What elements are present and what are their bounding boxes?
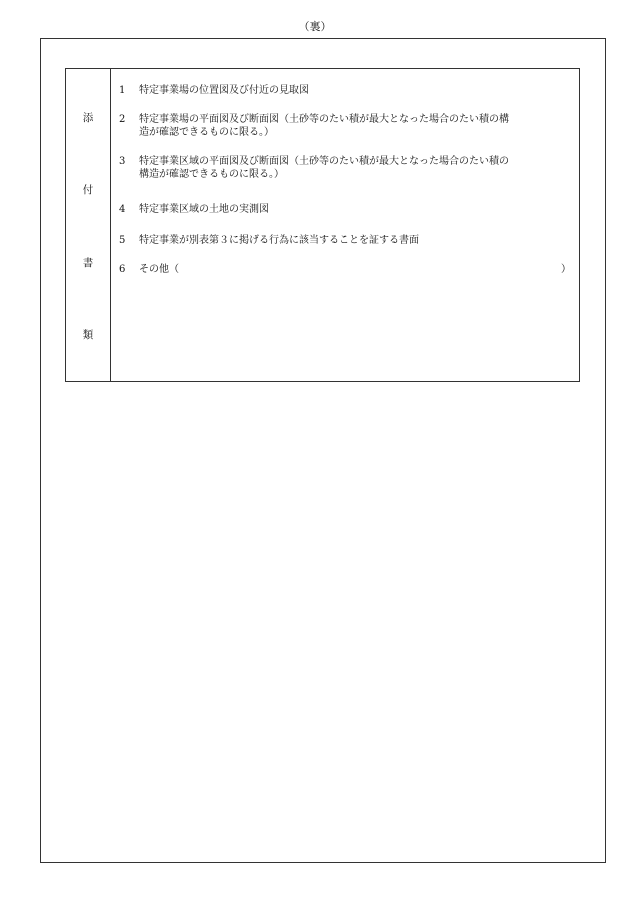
attachments-list — [111, 69, 579, 381]
item-text: 特定事業場の位置図及び付近の見取図 — [139, 85, 309, 96]
item-text-line-1: 特定事業場の平面図及び断面図（土砂等のたい積が最大となった場合のたい積の構 — [139, 114, 509, 125]
item-number: 2 — [119, 114, 126, 125]
item-number: 5 — [119, 235, 126, 246]
label-char-2: 付 — [82, 184, 94, 196]
attachment-item-4 — [119, 203, 571, 216]
item-text-line-1: 特定事業区域の平面図及び断面図（土砂等のたい積が最大となった場合のたい積の — [139, 156, 509, 167]
item-number: 1 — [119, 85, 126, 96]
other-close-paren: ） — [561, 264, 571, 275]
attachment-item-1 — [119, 84, 571, 97]
item-text-line-2: 造が確認できるものに限る。） — [139, 127, 274, 138]
item-number: 3 — [119, 156, 126, 167]
attachments-label-column — [66, 69, 111, 381]
page-title: （裏） — [298, 20, 332, 33]
attachment-item-3 — [119, 155, 571, 181]
label-char-1: 添 — [82, 112, 94, 124]
attachments-table — [65, 68, 580, 382]
label-char-4: 類 — [82, 329, 94, 341]
other-label: その他（ — [139, 264, 179, 275]
attachment-item-2 — [119, 113, 571, 139]
attachment-item-5 — [119, 234, 571, 247]
item-text-line-2: 構造が確認できるものに限る。） — [139, 169, 284, 180]
item-number: 6 — [119, 264, 126, 275]
item-text: 特定事業が別表第３に掲げる行為に該当することを証する書面 — [139, 235, 419, 246]
attachment-item-other — [119, 263, 571, 276]
item-text: 特定事業区域の土地の実測図 — [139, 204, 269, 215]
item-number: 4 — [119, 204, 126, 215]
label-char-3: 書 — [82, 257, 94, 269]
